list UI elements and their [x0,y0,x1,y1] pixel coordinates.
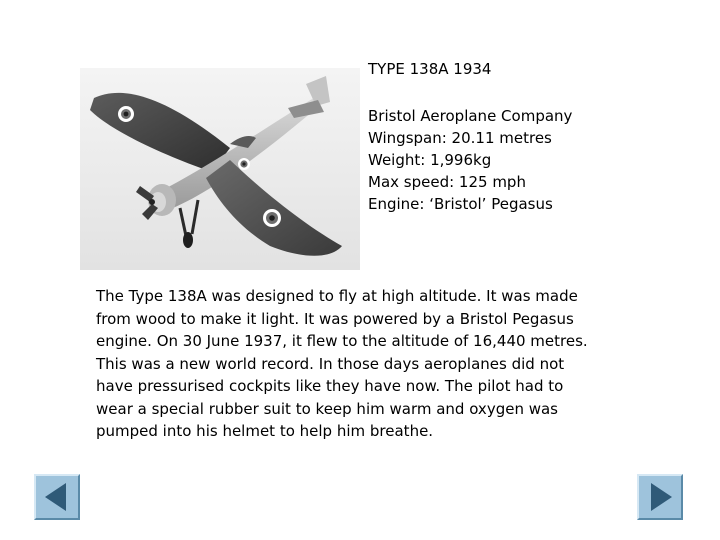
description-line: This was a new world record. In those days aeroplanes did not [96,354,565,373]
previous-button[interactable] [34,474,80,520]
description-line: wear a special rubber suit to keep him warm and oxygen was [96,399,558,418]
spec-manufacturer: Bristol Aeroplane Company [368,107,573,125]
left-arrow-icon [36,476,78,518]
right-arrow-icon [639,476,681,518]
aircraft-photo [80,68,360,270]
spec-list [368,105,572,215]
spec-engine: Engine: ‘Bristol’ Pegasus [368,195,553,213]
spec-wingspan: Wingspan: 20.11 metres [368,129,552,147]
description-line: engine. On 30 June 1937, it flew to the altitude of 16,440 metres. [96,332,588,350]
description-line: from wood to make it light. It was powered by a Bristol Pegasus [96,309,574,328]
description-line: pumped into his helmet to help him breathe. [96,422,434,440]
spec-weight: Weight: 1,996kg [368,151,492,169]
monoplane-icon [80,68,360,270]
page-title: TYPE 138A 1934 [368,60,492,78]
next-button[interactable] [637,474,683,520]
spec-max-speed: Max speed: 125 mph [368,173,526,191]
description-line: have pressurised cockpits like they have now. The pilot had to [96,377,564,395]
description-line: The Type 138A was designed to fly at high altitude. It was made [96,287,578,305]
description-paragraph [96,285,671,443]
